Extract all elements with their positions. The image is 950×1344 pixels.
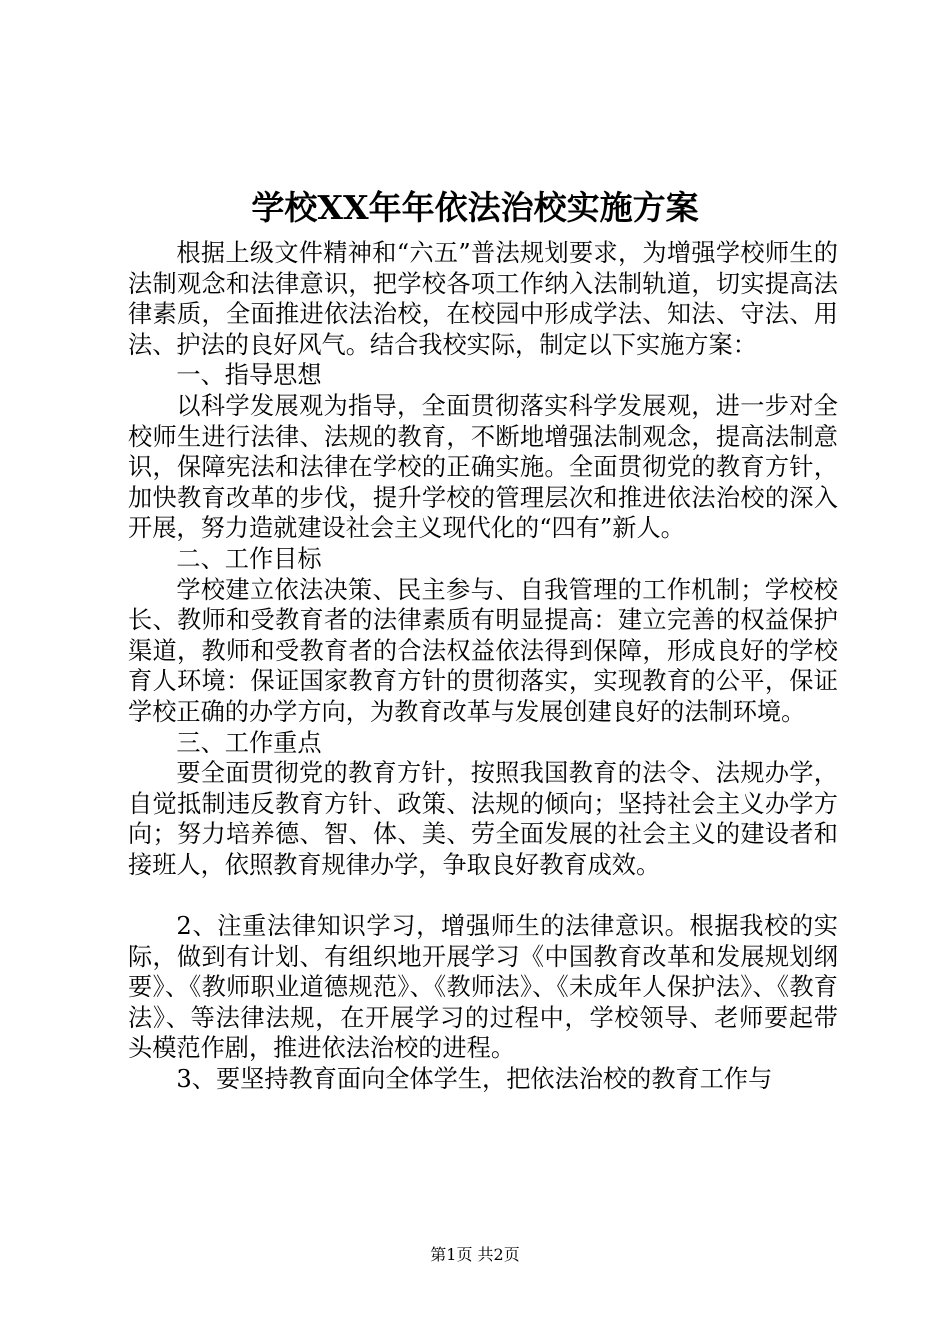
numbered-item-3: 3、要坚持教育面向全体学生，把依法治校的教育工作与 — [176, 1065, 773, 1094]
page-footer: 第1页 共2页 — [430, 1245, 520, 1264]
section-heading-work-focus: 三、工作重点 — [176, 728, 322, 757]
paragraph-gap — [128, 880, 838, 911]
document-title: 学校XX年年依法治校实施方案 — [251, 188, 699, 227]
document-body — [128, 238, 838, 1095]
section-heading-work-goals: 二、工作目标 — [176, 544, 322, 573]
work-focus-paragraph: 要全面贯彻党的教育方针，按照我国教育的法令、法规办学，自觉抵制违反教育方针、政策、法规的倾向；坚持社会主义办学方向；努力培养德、智、体、美、劳全面发展的社会主义的建设者和接班人，依照教育规律办学，争取良好教育成效。 — [128, 759, 838, 879]
intro-paragraph: 根据上级文件精神和“六五”普法规划要求，为增强学校师生的法制观念和法律意识，把学校各项工作纳入法制轨道，切实提高法律素质，全面推进依法治校，在校园中形成学法、知法、守法、用法、护法的良好风气。结合我校实际，制定以下实施方案： — [128, 239, 838, 359]
work-goals-paragraph: 学校建立依法决策、民主参与、自我管理的工作机制；学校校长、教师和受教育者的法律素质有明显提高：建立完善的权益保护渠道，教师和受教育者的合法权益依法得到保障，形成良好的学校育人环境：保证国家教育方针的贯彻落实，实现教育的公平，保证学校正确的办学方向，为教育改革与发展创建良好的法制环境。 — [128, 575, 838, 726]
guiding-ideology-paragraph: 以科学发展观为指导，全面贯彻落实科学发展观，进一步对全校师生进行法律、法规的教育，不断地增强法制观念，提高法制意识，保障宪法和法律在学校的正确实施。全面贯彻党的教育方针，加快教育改革的步伐，提升学校的管理层次和推进依法治校的深入开展，努力造就建设社会主义现代化的“四有”新人。 — [128, 391, 838, 543]
section-heading-guiding-ideology: 一、指导思想 — [176, 361, 322, 390]
numbered-item-2: 2、注重法律知识学习，增强师生的法律意识。根据我校的实际，做到有计划、有组织地开展学习《中国教育改革和发展规划纲要》、《教师职业道德规范》、《教师法》、《未成年人保护法》、《教育法》、等法律法规，在开展学习的过程中，学校领导、老师要起带头模范作剧，推进依法治校的进程。 — [128, 912, 838, 1063]
